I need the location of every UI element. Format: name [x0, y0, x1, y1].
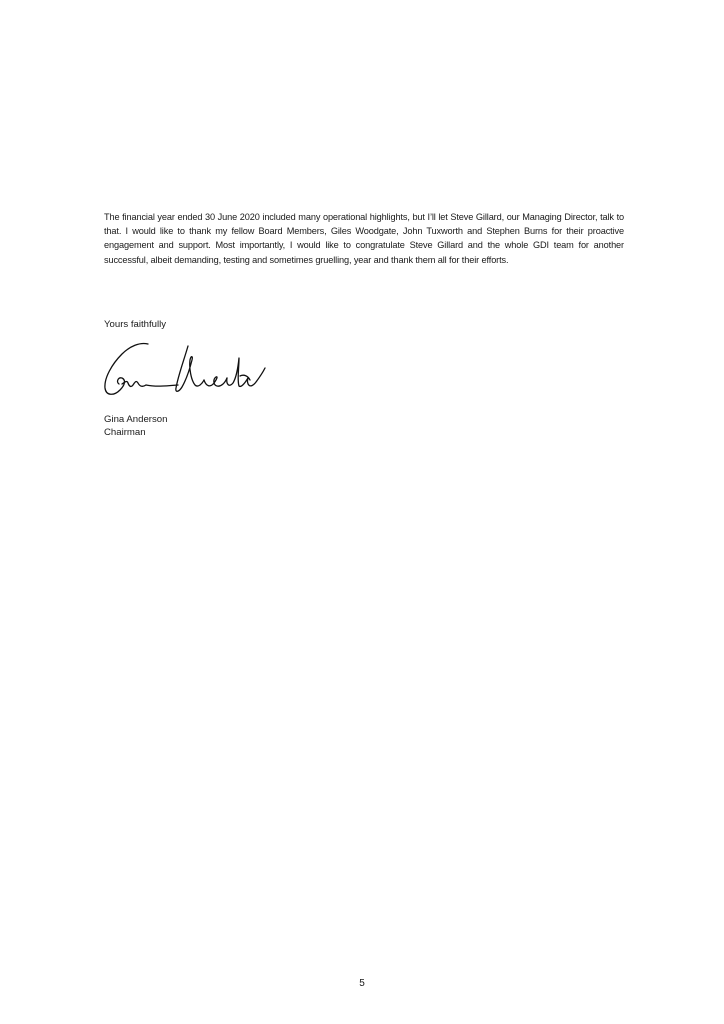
signer-title: Chairman: [104, 426, 146, 438]
signer-name: Gina Anderson: [104, 414, 168, 425]
letter-body-paragraph: The financial year ended 30 June 2020 included many operational highlights, but I’ll let Steve Gillard, our Managing Director, talk to that. I would like to thank my fellow Board Members, Giles Woodgate, John Tuxworth and Stephen Burns for their proactive engagement and support. Most importantly, I would like to congratulate Steve Gillard and the whole GDI team for another successful, albeit demanding, testing and sometimes gruelling, year and thank them all for their efforts.: [104, 212, 624, 265]
page-number: 5: [359, 978, 365, 989]
handwritten-signature-icon: [100, 338, 268, 400]
signer-block: [104, 414, 167, 439]
letter-closing: Yours faithfully: [104, 319, 167, 330]
